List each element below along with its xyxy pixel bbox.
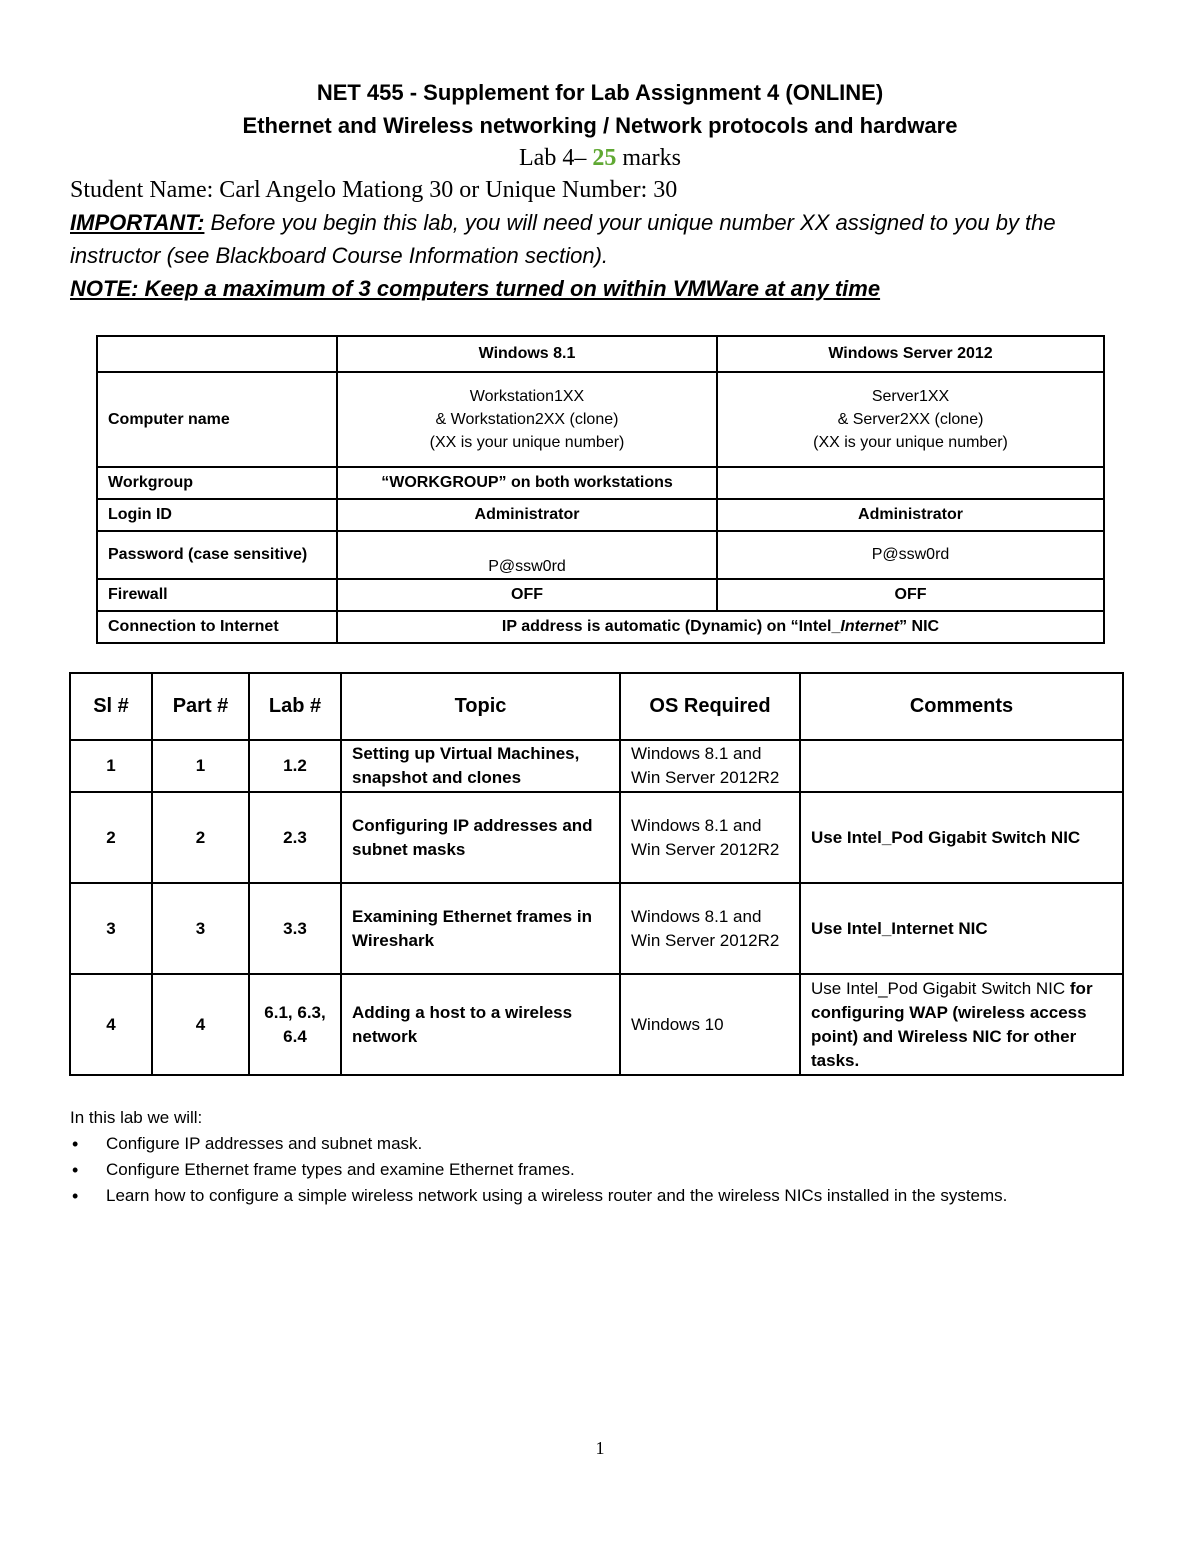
lab-cell-os: Windows 8.1 and Win Server 2012R2 — [620, 740, 800, 792]
list-item-text: Learn how to configure a simple wireless network using a wireless router and the wireless NICs installed in the systems. — [106, 1186, 1008, 1205]
config-row-internet — [97, 611, 1104, 643]
config-row-login — [97, 499, 1104, 531]
config-text: Workstation1XX — [469, 388, 585, 405]
page-number: 1 — [595, 1438, 605, 1458]
config-row-workgroup — [97, 467, 1104, 499]
config-cell-win81 — [337, 372, 717, 467]
lab-cell-sl: 1 — [70, 740, 152, 792]
lab-cell-comments — [800, 740, 1123, 792]
lab-cell-part: 2 — [152, 792, 249, 883]
lab-cell-topic: Configuring IP addresses and subnet masks — [341, 792, 620, 883]
lab-header-topic: Topic — [341, 673, 620, 740]
list-item — [70, 1157, 1130, 1183]
list-item — [70, 1131, 1130, 1157]
lab-cell-part: 4 — [152, 974, 249, 1075]
lab-prefix: Lab 4– — [519, 145, 593, 171]
lab-header-comments: Comments — [800, 673, 1123, 740]
config-cell-win81: P@ssw0rd — [337, 531, 717, 579]
config-cell-win81: OFF — [337, 579, 717, 611]
internet-italic: Internet — [840, 618, 900, 635]
lab-header-part: Part # — [152, 673, 249, 740]
lab-cell-topic: Adding a host to a wireless network — [341, 974, 620, 1075]
lab-header-os: OS Required — [620, 673, 800, 740]
lab-score: 25 — [592, 145, 617, 171]
important-text: Before you begin this lab, you will need your unique number XX assigned to you by the instructor (see Blackboard Course Information section). — [70, 210, 1056, 268]
bullet-icon: • — [72, 1160, 79, 1180]
list-item-text: Configure Ethernet frame types and examine Ethernet frames. — [106, 1160, 575, 1179]
config-label: Firewall — [97, 579, 337, 611]
table-row — [70, 792, 1123, 883]
config-row-password — [97, 531, 1104, 579]
table-row — [70, 883, 1123, 974]
vmware-note: NOTE: Keep a maximum of 3 computers turned on within VMWare at any time — [70, 276, 881, 301]
config-table — [96, 335, 1105, 644]
config-cell-win81: Administrator — [337, 499, 717, 531]
config-text: & Server2XX (clone) — [837, 411, 984, 428]
config-row-computer-name — [97, 372, 1104, 467]
config-label: Connection to Internet — [97, 611, 337, 643]
config-header-row — [97, 336, 1104, 372]
intro-section — [70, 1105, 1130, 1209]
config-cell-internet — [337, 611, 1104, 643]
config-cell-server: OFF — [717, 579, 1104, 611]
config-row-firewall — [97, 579, 1104, 611]
lab-cell-part: 1 — [152, 740, 249, 792]
config-cell-server — [717, 467, 1104, 499]
lab-cell-lab: 1.2 — [249, 740, 341, 792]
student-line: Student Name: Carl Angelo Mationg 30 or Unique Number: 30 — [70, 177, 678, 203]
config-text: (XX is your unique number) — [429, 434, 625, 451]
lab-cell-comments — [800, 974, 1123, 1075]
lab-cell-lab: 2.3 — [249, 792, 341, 883]
lab-header-lab: Lab # — [249, 673, 341, 740]
document-title: NET 455 - Supplement for Lab Assignment 4 (ONLINE) — [316, 80, 884, 105]
important-label: IMPORTANT: — [70, 210, 205, 235]
list-item-text: Configure IP addresses and subnet mask. — [106, 1134, 423, 1153]
config-text: Server1XX — [871, 388, 950, 405]
table-row — [70, 974, 1123, 1075]
lab-header-sl: Sl # — [70, 673, 152, 740]
lab-cell-comments: Use Intel_Internet NIC — [800, 883, 1123, 974]
config-cell-server: P@ssw0rd — [717, 531, 1104, 579]
bullet-icon: • — [72, 1134, 79, 1154]
lab-suffix: marks — [616, 145, 681, 171]
config-label: Workgroup — [97, 467, 337, 499]
config-text: (XX is your unique number) — [813, 434, 1008, 451]
config-header-blank — [97, 336, 337, 372]
config-cell-server — [717, 372, 1104, 467]
lab-cell-topic: Setting up Virtual Machines, snapshot and clones — [341, 740, 620, 792]
internet-suffix: ” NIC — [899, 618, 940, 635]
lab-cell-topic: Examining Ethernet frames in Wireshark — [341, 883, 620, 974]
lab-cell-os: Windows 8.1 and Win Server 2012R2 — [620, 883, 800, 974]
lab-marks-line — [70, 142, 1130, 174]
bullet-icon: • — [72, 1186, 79, 1206]
config-header-win81: Windows 8.1 — [337, 336, 717, 372]
lab-header-row — [70, 673, 1123, 740]
lab-cell-comments: Use Intel_Pod Gigabit Switch NIC — [800, 792, 1123, 883]
lab-table — [69, 672, 1124, 1076]
lab-cell-part: 3 — [152, 883, 249, 974]
comment-part-a: Use Intel_Pod Gigabit Switch NIC — [811, 978, 1066, 998]
config-cell-server: Administrator — [717, 499, 1104, 531]
lab-cell-os: Windows 10 — [620, 974, 800, 1075]
lab-cell-sl: 2 — [70, 792, 152, 883]
lab-cell-os: Windows 8.1 and Win Server 2012R2 — [620, 792, 800, 883]
document-subtitle: Ethernet and Wireless networking / Network protocols and hardware — [242, 113, 958, 138]
config-text: & Workstation2XX (clone) — [435, 411, 619, 428]
lab-cell-lab: 6.1, 6.3, 6.4 — [249, 974, 341, 1075]
config-label: Password (case sensitive) — [97, 531, 337, 579]
config-label: Login ID — [97, 499, 337, 531]
lab-cell-lab: 3.3 — [249, 883, 341, 974]
important-note — [70, 206, 1130, 272]
lab-cell-sl: 4 — [70, 974, 152, 1075]
internet-prefix: IP address is automatic (Dynamic) on “Intel_ — [501, 618, 841, 635]
list-item — [70, 1183, 1130, 1209]
config-header-server: Windows Server 2012 — [717, 336, 1104, 372]
intro-lead: In this lab we will: — [70, 1108, 203, 1127]
config-cell-win81: “WORKGROUP” on both workstations — [337, 467, 717, 499]
config-label: Computer name — [97, 372, 337, 467]
document-header — [70, 76, 1130, 306]
lab-cell-sl: 3 — [70, 883, 152, 974]
table-row — [70, 740, 1123, 792]
intro-list — [70, 1131, 1130, 1209]
comment-part-b: for configuring WAP (wireless access point) and Wireless NIC for other tasks. — [811, 978, 1093, 1070]
